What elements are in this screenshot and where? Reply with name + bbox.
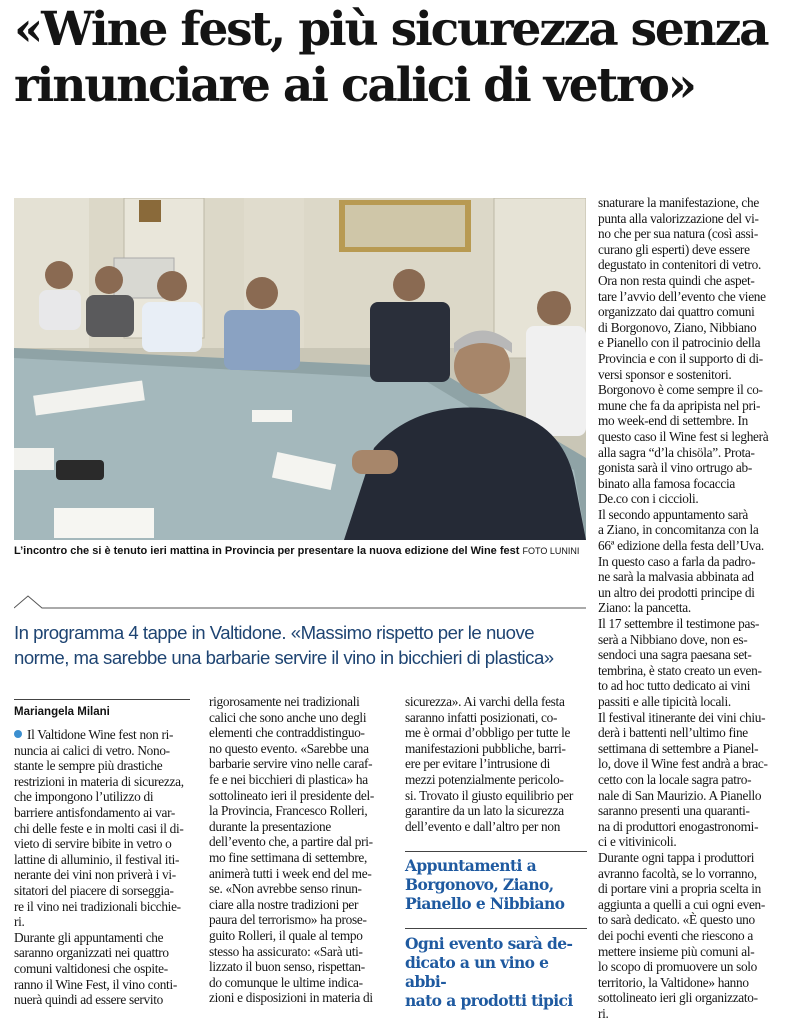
text-line: la Provincia, Francesco Rolleri, [209,803,368,819]
text-line: degustato in contenitori di vetro. [598,257,761,273]
text-line: passiti e alle tipicità locali. [598,694,731,709]
text-line: barriere antisfondamento ai var- [14,804,176,820]
text-line: to sarà dedicato. «È questo uno [598,912,755,928]
article-column-1 [14,727,196,1008]
text-line: Ora non resta quindi che aspet- [598,272,755,288]
article-column-2 [209,694,391,1006]
article-column-right [598,195,788,1021]
text-line: Durante gli appuntamenti che [14,929,164,945]
text-line: Il 17 settembre il testimone pas- [598,616,760,632]
text-line: 66ª edizione della festa dell’Uva. [598,538,764,554]
byline-rule [14,699,190,700]
text-line: derà i battenti nell’ultimo fine [598,725,748,741]
text-line: nuerà quindi ad essere servito [14,992,164,1008]
text-line: manifestazioni pubbliche, barri- [405,740,566,756]
caption-text: L’incontro che si è tenuto ieri mattina in Provincia per presentare la nuova edizione del Wine fest [14,545,520,557]
text-line: versi sponsor e sostenitori. [598,366,732,382]
text-line: alla sagra “d’la chisöla”. Prota- [598,444,755,460]
text-line: nuncia ai calici di vetro. Nono- [14,742,170,758]
text-line: lizzato il buon senso, rispettan- [209,959,365,975]
pullquote-line: Ogni evento sarà de- [405,934,573,953]
text-line: garantire da un lato la sicurezza [405,803,564,819]
text-line: saranno infatti posizionati, co- [405,709,558,725]
text-line: Durante ogni tappa i produttori [598,849,755,865]
pullquote-1 [405,856,587,913]
text-line: settimana di settembre a Pianel- [598,740,759,756]
text-line: paura del terrorismo» ha prose- [209,912,367,928]
pullquote-line: Pianello e Nibbiano [405,894,565,913]
photo-credit: FOTO LUNINI [522,546,580,556]
text-line: curano gli esperti) deve essere [598,241,750,257]
photo-caption [14,544,594,558]
text-line: rigorosamente nei tradizionali [209,694,360,709]
pullquote-rule [405,851,587,852]
text-line: no che per sua natura (così assi- [598,226,758,242]
text-line: se. «Non avrebbe senso rinun- [209,881,362,897]
text-line: tembrina, è stato creato un even- [598,662,762,678]
subheadline [14,620,594,670]
text-line: saranno organizzati nei quattro [14,945,169,961]
text-line: sendoci una sagra paesana set- [598,647,752,663]
text-line: Il Valtidone Wine fest non ri- [14,727,196,743]
pullquote-line: Appuntamenti a [405,856,537,875]
text-line: me è ormai d’obbligo per tutte le [405,725,571,741]
text-line: cetto con la locale sagra patro- [598,771,752,787]
text-line: sottolineato ieri il presidente del- [209,787,374,803]
text-line: un altro dei prodotti principe di [598,584,755,600]
text-line: serà a Nibbiano dove, non es- [598,631,748,647]
text-line: ciare alla nostre tradizioni per [209,896,359,912]
text-line: e Pianello con il patrocinio della [598,335,761,351]
pullquote-2 [405,934,587,1010]
pullquote-line: nato a prodotti tipici [405,991,573,1010]
text-line: elementi che contraddistinguo- [209,725,365,741]
text-line: ri. [14,914,25,930]
text-line: De.co con i ciccioli. [598,491,699,507]
text-line: calici che sono anche uno degli [209,709,367,725]
text-line: ere per evitare l’intrusione di [405,756,551,772]
pullquote-rule [405,928,587,929]
text-line: stante le sempre più drastiche [14,758,163,774]
text-line: saranno presenti una quaranti- [598,803,750,819]
text-line: nale di San Maurizio. A Pianello [598,787,762,803]
text-line: Provincia e con il supporto di di- [598,350,763,366]
text-line: questo caso il Wine fest si legherà [598,428,769,444]
text-line: organizzato dai quattro comuni [598,304,755,320]
headline-line: rinunciare ai calici di vetro» [14,58,695,113]
text-line: In questo caso a farla da padro- [598,553,756,569]
text-line: comuni valtidonesi che ospite- [14,960,168,976]
text-line: na di produttori enogastronomi- [598,818,759,834]
text-line: barbarie servire vino nelle caraf- [209,756,373,772]
text-line: no questo evento. «Sarebbe una [209,740,369,756]
text-line: nerante dei vini non priverà i vi- [14,867,176,883]
text-line: Il secondo appuntamento sarà [598,506,749,522]
text-line: restrizioni in materia di sicurezza, [14,773,184,789]
text-line: mezzi potenzialmente pericolo- [405,771,564,787]
text-line: dei pochi eventi che riescono a [598,927,753,943]
text-line: lo, dove il Wine fest andrà a brac- [598,756,768,772]
text-line: mune che fa da apripista nel pri- [598,397,761,413]
text-line: che impongono l’utilizzo di [14,789,154,805]
text-line: tare l’avvio dell’evento che viene [598,288,766,304]
meeting-photo-illustration [14,198,586,540]
text-line: di Borgonovo, Ziano, Nibbiano [598,319,757,335]
text-line: binato alla famosa focaccia [598,475,735,491]
text-line: stesso ha assicurato: «Sarà uti- [209,943,363,959]
text-line: vieto di servire bibite in vetro o [14,836,172,852]
text-line: ci e vitivinicoli. [598,834,677,850]
text-line: di portare vini a propria scelta in [598,881,762,897]
article-photo [14,198,586,540]
subheadline-line: In programma 4 tappe in Valtidone. «Massimo rispetto per le nuove [14,622,535,643]
text-line: mo fine settimana di settembre, [209,849,367,865]
text-line: animerà tutti i week end del me- [209,865,372,881]
text-line: si. Trovato il giusto equilibrio per [405,787,573,803]
text-line: re il vino nei tradizionali bicchie- [14,898,181,914]
text-line: sitatori del piacere di sorseggia- [14,882,174,898]
text-line: Ziano: la pancetta. [598,600,691,616]
text-line: zioni e disposizioni in materia di [209,990,373,1006]
subheadline-line: norme, ma sarebbe una barbarie servire il vino in bicchieri di plastica» [14,647,554,668]
bullet-dot-icon [14,730,22,738]
text-line: a Ziano, in concomitanza con la [598,522,759,538]
text-line: to ad hoc tutto dedicato ai vini [598,678,751,694]
text-line: territorio, la Valtidone» hanno [598,974,749,990]
text-line: ne sarà la malvasia abbinata ad [598,569,754,585]
text-line: sottolineato ieri gli organizzato- [598,990,758,1006]
text-line: lattine di alluminio, il festival iti- [14,851,180,867]
text-line: ranno il Wine Fest, il vino conti- [14,976,177,992]
pullquote-line: dicato a un vino e abbi- [405,953,549,991]
text-line: punta alla valorizzazione del vi- [598,210,759,226]
text-line: guito Rolleri, il quale al tempo [209,927,363,943]
text-line: avranno facoltà, se lo vorranno, [598,865,757,881]
pullquote-line: Borgonovo, Ziano, [405,875,554,894]
text-line: Il festival itinerante dei vini chiu- [598,709,766,725]
text-line: sicurezza». Ai varchi della festa [405,694,565,709]
text-line: dell’evento e dall’altro per non [405,818,561,834]
text-line: gonista sarà il vino ortrugo ab- [598,460,752,476]
text-line: chi delle feste e in molti casi il di- [14,820,184,836]
byline: Mariangela Milani [14,706,110,718]
text-line: ri. [598,1005,609,1021]
text-line: aggiunta a quelli a cui ogni even- [598,896,766,912]
text-line: dell’evento che, a partire dal pri- [209,834,373,850]
headline-line: «Wine fest, più sicurezza senza [14,2,768,57]
text-line: durante la presentazione [209,818,332,834]
text-line: lo scopo di promuovere un solo [598,959,758,975]
text-line: Borgonovo è come sempre il co- [598,382,763,398]
text-line: snaturare la manifestazione, che [598,195,759,210]
text-line: fe e nei bicchieri di plastica» ha [209,771,368,787]
article-column-3 [405,694,587,834]
headline [14,2,789,114]
section-rule [14,594,586,614]
text-line: mettere insieme più comuni al- [598,943,755,959]
text-line: mo week-end di settembre. In [598,413,749,429]
text-line: do comunque le ultime indica- [209,974,363,990]
